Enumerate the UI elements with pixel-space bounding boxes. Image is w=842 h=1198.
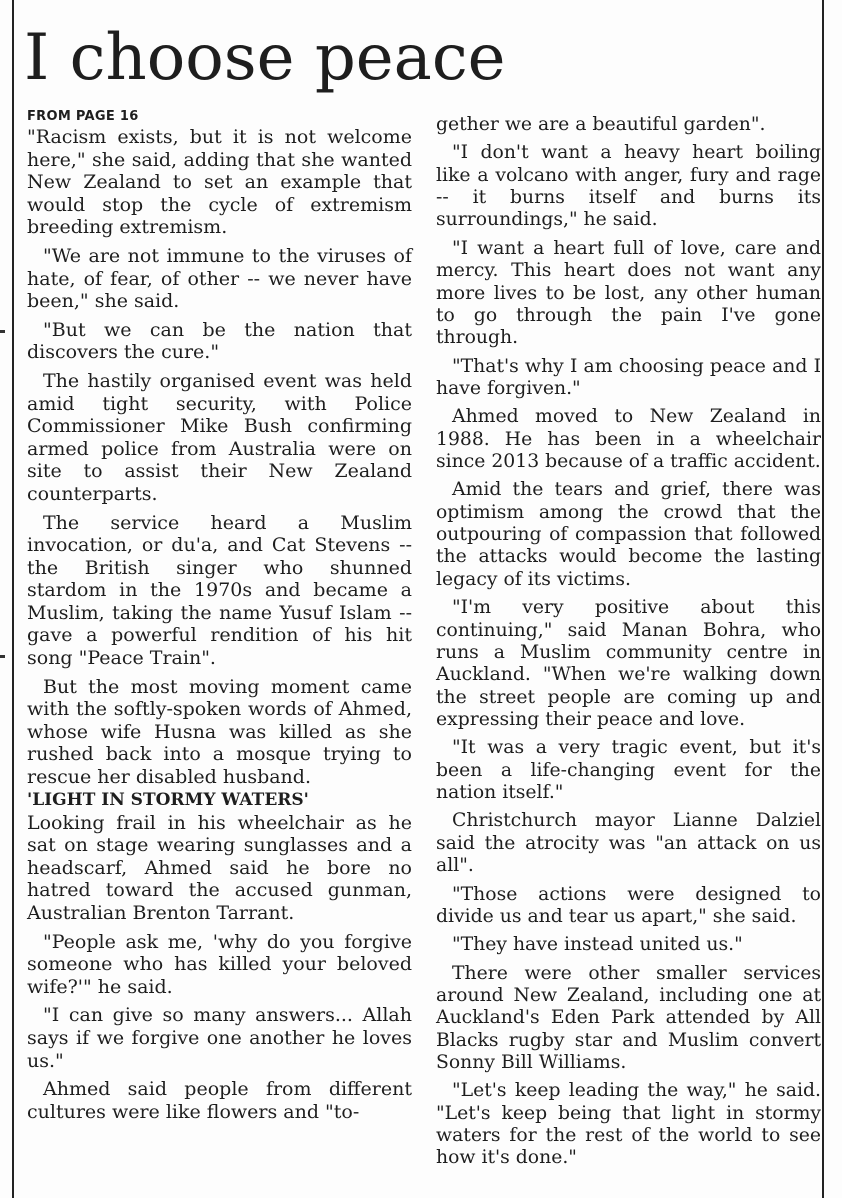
headline: I choose peace: [24, 21, 506, 95]
right-margin-rule: [822, 0, 824, 1198]
paragraph: "Let's keep leading the way," he said. "Let's keep being that light in stormy waters for the rest of the world to see how it's done.": [436, 1080, 821, 1169]
paragraph: "But we can be the nation that discovers the cure.": [27, 318, 412, 364]
paragraph: "They have instead united us.": [452, 934, 743, 956]
paragraph: "People ask me, 'why do you forgive someone who has killed your beloved wife?'" he said.: [27, 930, 412, 998]
paragraph: "I want a heart full of love, care and mercy. This heart does not want any more lives to be lost, any other human to go through the pain I've gone through.: [436, 237, 821, 349]
left-margin-rule: [12, 0, 14, 1198]
paragraph-continuation: gether we are a beautiful garden".: [436, 114, 766, 135]
paragraph: Looking frail in his wheelchair as he sat on stage wearing sunglasses and a headscarf, Ahmed said he bore no hatred toward the accused gunman, Australian Brenton Tarrant.: [27, 811, 412, 924]
paragraph: "Those actions were designed to divide us and tear us apart," she said.: [436, 883, 821, 927]
paragraph: "We are not immune to the viruses of hate, of fear, of other -- we never have been," she said.: [27, 244, 412, 313]
paragraph: The service heard a Muslim invocation, or du'a, and Cat Stevens -- the British singer who shunned stardom in the 1970s and became a Muslim, taking the name Yusuf Islam -- gave a powerful rendition of his hit song "Peace Train".: [27, 511, 412, 670]
paragraph: There were other smaller services around New Zealand, including one at Auckland's Eden Park attended by All Blacks rugby star and Muslim convert Sonny Bill Williams.: [436, 962, 821, 1074]
paragraph: "I can give so many answers... Allah says if we forgive one another he loves us.": [27, 1004, 412, 1072]
paragraph: But the most moving moment came with the softly-spoken words of Ahmed, whose wife Husna was killed as she rushed back into a mosque trying to rescue her disabled husband.: [27, 675, 412, 789]
article-column-right: [436, 114, 821, 1176]
paragraph: Ahmed said people from different cultures were like flowers and "to-: [27, 1078, 412, 1123]
paragraph: The hastily organised event was held amid tight security, with Police Commissioner Mike Bush confirming armed police from Australia were on site to assist their New Zealand counterparts.: [27, 369, 412, 505]
from-page-label: FROM PAGE 16: [27, 109, 139, 124]
paragraph: "Racism exists, but it is not welcome here," she said, adding that she wanted New Zealand to set an example that would stop the cycle of extremism breeding extremism.: [27, 126, 412, 239]
paragraph: "I don't want a heavy heart boiling like a volcano with anger, fury and rage -- it burns itself and burns its surroundings," he said.: [436, 142, 821, 231]
paragraph: "That's why I am choosing peace and I have forgiven.": [436, 355, 821, 399]
subheading: 'LIGHT IN STORMY WATERS': [27, 789, 309, 810]
paragraph: Amid the tears and grief, there was optimism among the crowd that the outpouring of compassion that followed the attacks would become the lasting legacy of its victims.: [436, 479, 821, 590]
paragraph: Christchurch mayor Lianne Dalziel said the atrocity was "an attack on us all".: [436, 810, 821, 877]
paragraph: "It was a very tragic event, but it's been a life-changing event for the nation itself.": [436, 737, 821, 804]
paragraph: "I'm very positive about this continuing," said Manan Bohra, who runs a Muslim community centre in Auckland. "When we're walking down the street people are coming up and expressing their peace and love.: [436, 597, 821, 730]
edge-mark: [0, 330, 5, 333]
article-column-left: [27, 108, 412, 1129]
edge-mark: [0, 655, 5, 658]
paragraph: Ahmed moved to New Zealand in 1988. He has been in a wheelchair since 2013 because of a traffic accident.: [436, 406, 821, 473]
